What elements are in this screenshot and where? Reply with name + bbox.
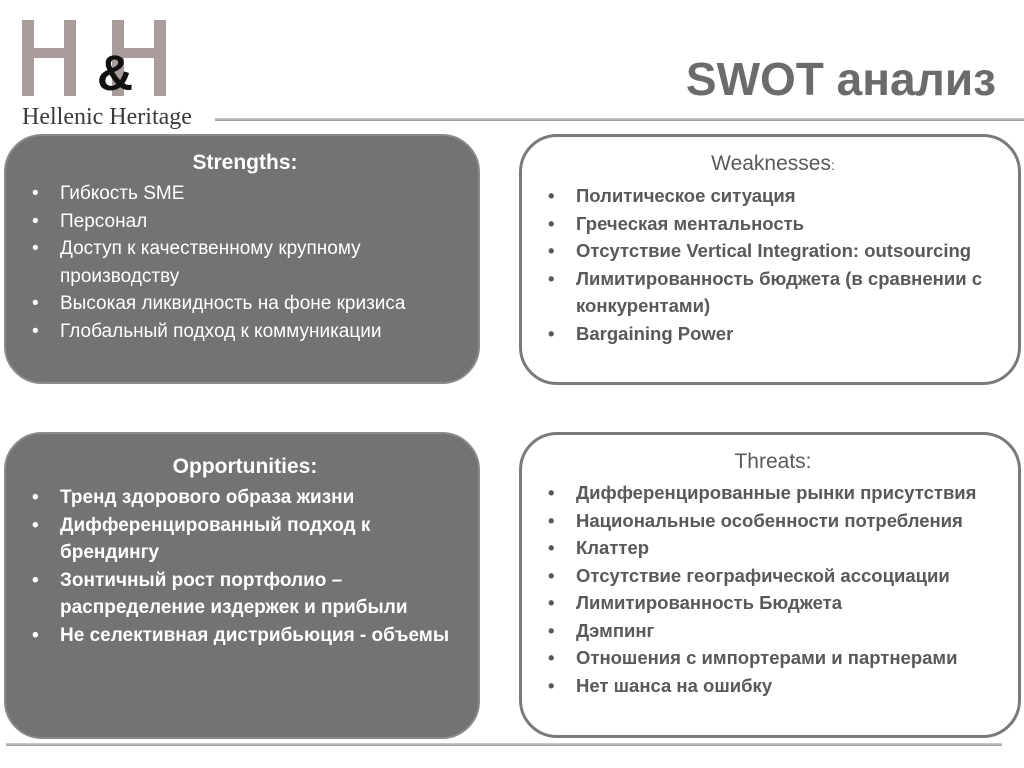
opportunities-box — [4, 432, 480, 739]
weaknesses-list — [544, 182, 1002, 347]
opportunities-list — [28, 484, 462, 649]
list-item: • Тренд здорового образа жизни — [28, 484, 462, 512]
list-item: • Нет шанса на ошибку — [544, 672, 1002, 700]
strengths-heading: Strengths: — [192, 151, 298, 174]
weaknesses-box — [519, 134, 1021, 385]
list-item: • Доступ к качественному крупному производству — [28, 235, 462, 290]
weaknesses-heading-text: Weaknesses — [711, 152, 831, 175]
list-item: • Лимитированность бюджета (в сравнении с конкурентами) — [544, 265, 1002, 320]
list-item: • Лимитированность Бюджета — [544, 589, 1002, 617]
list-item: • Отсутствие географической ассоциации — [544, 562, 1002, 590]
list-item: • Не селективная дистрибьюция - объемы — [28, 622, 462, 650]
threats-box — [519, 432, 1021, 738]
page-title: SWOT анализ — [685, 53, 996, 105]
list-item: • Зонтичный рост портфолио – распределение издержек и прибыли — [28, 567, 462, 622]
list-item: • Дэмпинг — [544, 617, 1002, 645]
footer-divider — [6, 743, 1002, 746]
strengths-box — [4, 134, 480, 384]
logo-ampersand: & — [96, 45, 134, 101]
threats-list — [544, 479, 1002, 699]
list-item: • Глобальный подход к коммуникации — [28, 318, 462, 346]
header-divider — [215, 118, 1024, 121]
list-item: • Персонал — [28, 208, 462, 236]
list-item: • Гибкость SME — [28, 180, 462, 208]
list-item: • Политическое ситуация — [544, 182, 1002, 210]
weaknesses-heading-colon: : — [830, 157, 835, 173]
list-item: • Национальные особенности потребления — [544, 507, 1002, 535]
list-item: • Клаттер — [544, 534, 1002, 562]
weaknesses-heading — [544, 151, 1002, 178]
list-item: • Высокая ликвидность на фоне кризиса — [28, 290, 462, 318]
list-item: • Дифференцированные рынки присутствия — [544, 479, 1002, 507]
strengths-list — [28, 180, 462, 345]
opportunities-heading: Opportunities: — [172, 455, 318, 478]
list-item: • Дифференцированный подход к брендингу — [28, 512, 462, 567]
list-item: • Bargaining Power — [544, 320, 1002, 348]
logo-text: Hellenic Heritage — [22, 104, 192, 130]
list-item: • Отсутствие Vertical Integration: outsourcing — [544, 237, 1002, 265]
threats-heading: Threats: — [734, 450, 812, 473]
list-item: • Отношения с импортерами и партнерами — [544, 644, 1002, 672]
hellenic-heritage-logo — [20, 18, 210, 130]
list-item: • Греческая ментальность — [544, 210, 1002, 238]
